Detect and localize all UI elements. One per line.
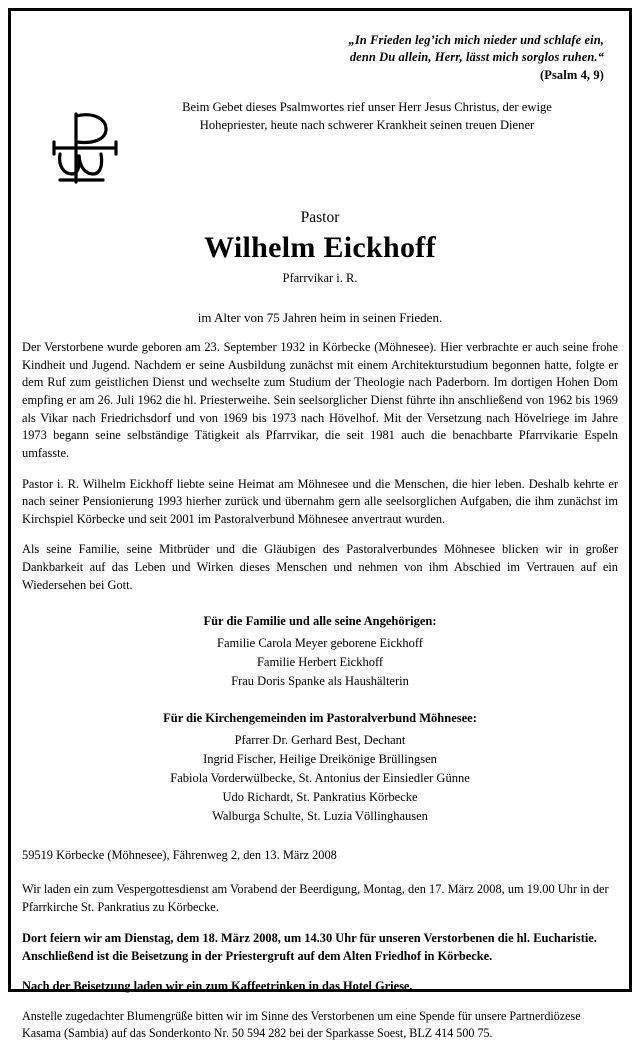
family-entry: Frau Doris Spanke als Haushälterin xyxy=(231,674,409,689)
family-section xyxy=(22,614,618,691)
parish-entry: Fabiola Vorderwülbecke, St. Antonius der Einsiedler Günne xyxy=(170,771,470,786)
psalm-quote-line-2: denn Du allein, Herr, lässt mich sorglos ruhen.“ xyxy=(349,50,604,65)
biography-paragraph-3: Als seine Familie, seine Mitbrüder und die Gläubigen des Pastoralverbundes Möhnesee blicken wir in großer Dankbarkeit auf das Leben und Wirken dieses Menschen und nehmen von ihm Abschied im Vertrauen auf ein Wiedersehen bei Gott. xyxy=(22,542,618,592)
psalm-reference: (Psalm 4, 9) xyxy=(539,67,604,82)
introduction-text xyxy=(132,98,618,135)
family-entry: Familie Carola Meyer geborene Eickhoff xyxy=(217,636,423,651)
parish-entry: Udo Richardt, St. Pankratius Körbecke xyxy=(222,790,418,805)
deceased-title-block xyxy=(22,209,618,287)
donation-note: Anstelle zugedachter Blumengrüße bitten wir im Sinne des Verstorbenen um eine Spende für unsere Partnerdiözese Kasama (Sambia) auf das Sonderkonto Nr. 50 594 282 bei der Sparkasse Soest, BLZ 414 500 75. xyxy=(22,1009,581,1041)
deceased-honorific: Pastor xyxy=(300,208,340,226)
psalm-quote-line-1: „In Frieden leg’ich mich nieder und schlafe ein, xyxy=(348,33,604,47)
introduction-line-1: Beim Gebet dieses Psalmwortes rief unser Herr Jesus Christus, der ewige xyxy=(182,99,552,114)
parishes-heading: Für die Kirchengemeinden im Pastoralverbund Möhnesee: xyxy=(163,711,477,726)
chi-rho-icon xyxy=(22,98,132,195)
family-heading: Für die Familie und alle seine Angehörigen: xyxy=(203,614,437,629)
parishes-section xyxy=(22,711,618,826)
coffee-invitation: Nach der Beisetzung laden wir ein zum Kaffeetrinken in das Hotel Griese. xyxy=(22,979,413,994)
deceased-age-line: im Alter von 75 Jahren heim in seinen Frieden. xyxy=(197,310,443,326)
parish-entry: Pfarrer Dr. Gerhard Best, Dechant xyxy=(234,733,406,748)
vesper-invitation: Wir laden ein zum Vespergottesdienst am Vorabend der Beerdigung, Montag, den 17. März 2008, um 19.00 Uhr in der Pfarrkirche St. Pankratius zu Körbecke. xyxy=(22,882,609,915)
parish-entry: Walburga Schulte, St. Luzia Völlinghausen xyxy=(212,809,428,824)
deceased-role: Pfarrvikar i. R. xyxy=(282,271,358,286)
intro-row xyxy=(22,98,618,195)
biography-paragraph-2: Pastor i. R. Wilhelm Eickhoff liebte seine Heimat am Möhnesee und die Menschen, die hier leben. Deshalb kehrte er nach seiner Pensionierung 1993 hierher zurück und übernahm gern alle seelsorglichen Aufgaben, die ihm zunächst im Kirchspiel Körbecke und seit 2001 im Pastoralverbund Möhnesee anvertraut wurden. xyxy=(22,476,618,526)
requiem-invitation: Dort feiern wir am Dienstag, dem 18. März 2008, um 14.30 Uhr für unseren Verstorbenen die hl. Eucharistie. Anschließend ist die Beisetzung in der Priestergruft auf dem Alten Friedhof in Körbecke. xyxy=(22,931,597,964)
introduction-line-2: Hohepriester, heute nach schwerer Krankheit seinen treuen Diener xyxy=(199,118,535,132)
deceased-name: Wilhelm Eickhoff xyxy=(204,230,436,264)
parish-entry: Ingrid Fischer, Heilige Dreikönige Brüllingsen xyxy=(203,752,437,767)
biography-paragraph-1: Der Verstorbene wurde geboren am 23. September 1932 in Körbecke (Möhnesee). Hier verbrachte er auch seine frohe Kindheit und Jugend. Nachdem er seine Ausbildung zunächst mit einem Architekturstudium begonnen hatte, folgte er dem Ruf zum geistlichen Dienst und wechselte zum Studium der Theologie nach Paderborn. Im dortigen Hohen Dom empfing er am 26. Juli 1962 die hl. Priesterweihe. Sein seelsorglicher Dienst führte ihn anschließend von 1962 bis 1969 als Vikar nach Friedrichsdorf und von 1969 bis 1973 nach Hövelhof. Mit der Versetzung nach Hövelriege im Jahre 1973 begann seine selbständige Tätigkeit als Pfarrvikar, die seit 1981 auch die benachbarte Pfarrvikarie Espeln umfasste. xyxy=(22,340,618,460)
family-entry: Familie Herbert Eickhoff xyxy=(256,655,384,670)
place-and-date: 59519 Körbecke (Möhnesee), Fährenweg 2, den 13. März 2008 xyxy=(22,848,337,863)
psalm-quote xyxy=(22,32,604,84)
card-content xyxy=(22,22,618,1042)
